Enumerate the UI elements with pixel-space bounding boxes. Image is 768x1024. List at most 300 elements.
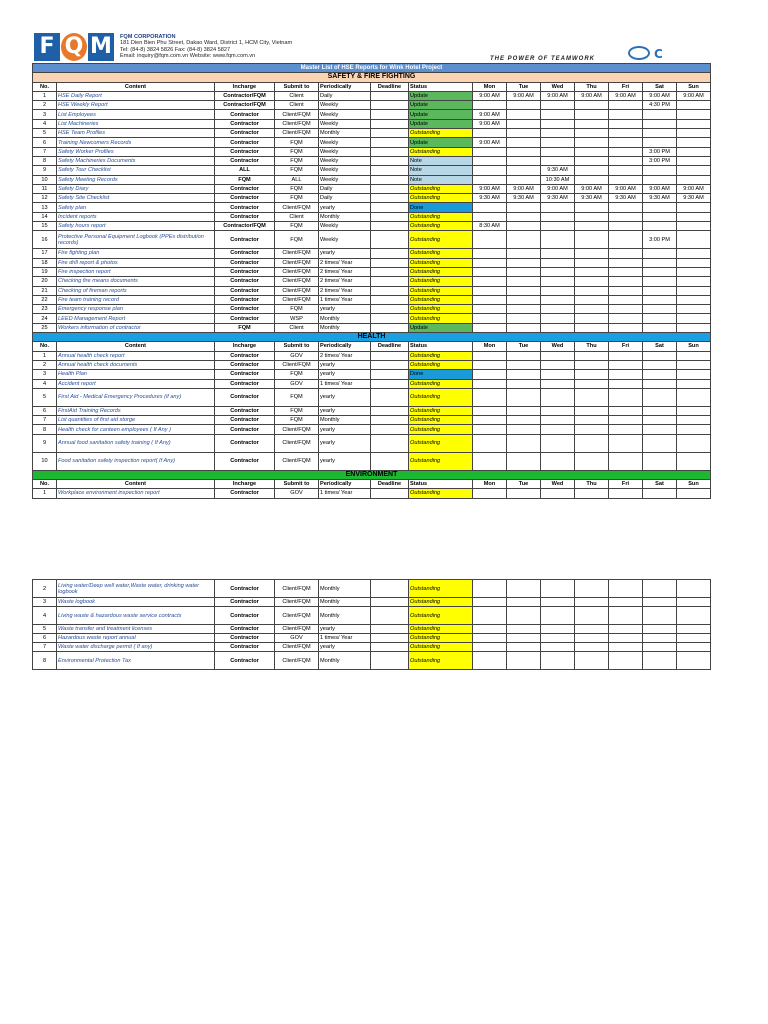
table-cell <box>609 101 643 110</box>
column-header: Fri <box>609 342 643 351</box>
table-cell <box>473 267 507 276</box>
table-cell: Client/FQM <box>275 295 319 304</box>
table-cell: yearly <box>319 452 371 470</box>
status-cell: Outstanding <box>409 314 473 323</box>
table-cell <box>507 110 541 119</box>
table-cell <box>541 110 575 119</box>
report-name: Hazardous waste report annual <box>57 634 215 643</box>
table-cell <box>541 101 575 110</box>
report-name: Safety plan <box>57 203 215 212</box>
table-cell <box>507 156 541 165</box>
table-cell <box>609 156 643 165</box>
status-cell: Outstanding <box>409 212 473 221</box>
table-cell: Contractor <box>215 286 275 295</box>
table-cell: Contractor <box>215 147 275 156</box>
table-cell <box>507 634 541 643</box>
table-cell <box>507 166 541 175</box>
table-cell <box>609 129 643 138</box>
table-cell: 3:00 PM <box>643 231 677 249</box>
table-cell: Monthly <box>319 129 371 138</box>
column-header: Mon <box>473 342 507 351</box>
table-cell: Client/FQM <box>275 652 319 670</box>
table-cell: 21 <box>33 286 57 295</box>
table-cell <box>677 406 711 415</box>
table-cell <box>541 277 575 286</box>
table-cell: 8 <box>33 425 57 434</box>
column-header: Status <box>409 342 473 351</box>
section-title: SAFETY & FIRE FIGHTING <box>33 73 711 82</box>
table-cell <box>575 222 609 231</box>
table-cell: yearly <box>319 406 371 415</box>
table-cell <box>609 351 643 360</box>
table-cell <box>575 175 609 184</box>
column-header: Mon <box>473 82 507 91</box>
table-cell: yearly <box>319 643 371 652</box>
table-cell: Contractor <box>215 370 275 379</box>
table-cell: Daily <box>319 91 371 100</box>
table-cell: 20 <box>33 277 57 286</box>
table-cell <box>609 452 643 470</box>
table-cell <box>575 156 609 165</box>
table-cell: 9 <box>33 434 57 452</box>
table-cell: Client <box>275 101 319 110</box>
table-cell: Monthly <box>319 323 371 332</box>
table-cell <box>507 580 541 598</box>
table-cell <box>609 416 643 425</box>
table-cell: 1 times/ Year <box>319 379 371 388</box>
table-cell <box>609 379 643 388</box>
status-cell: Outstanding <box>409 406 473 415</box>
table-cell <box>541 147 575 156</box>
status-cell: Outstanding <box>409 652 473 670</box>
table-cell <box>643 258 677 267</box>
table-cell <box>643 425 677 434</box>
table-cell <box>541 212 575 221</box>
report-name: Fire fighting plan <box>57 249 215 258</box>
table-cell: 9:00 AM <box>507 91 541 100</box>
table-cell <box>609 634 643 643</box>
status-cell: Done <box>409 203 473 212</box>
status-cell: Outstanding <box>409 379 473 388</box>
table-cell: 9:00 AM <box>643 184 677 193</box>
table-cell <box>677 351 711 360</box>
status-cell: Outstanding <box>409 360 473 369</box>
table-cell <box>575 147 609 156</box>
table-cell <box>507 138 541 147</box>
table-row <box>33 360 711 369</box>
column-header: Incharge <box>215 82 275 91</box>
column-header: Incharge <box>215 342 275 351</box>
table-cell: 6 <box>33 138 57 147</box>
table-cell <box>575 388 609 406</box>
table-cell <box>507 323 541 332</box>
table-cell <box>541 267 575 276</box>
table-cell: Contractor <box>215 249 275 258</box>
table-cell <box>677 267 711 276</box>
table-cell <box>371 184 409 193</box>
table-cell: Contractor <box>215 231 275 249</box>
table-row <box>33 194 711 203</box>
table-cell <box>371 101 409 110</box>
table-cell: 2 <box>33 580 57 598</box>
table-cell: Contractor <box>215 295 275 304</box>
table-cell <box>643 607 677 625</box>
table-cell: 9:00 AM <box>473 91 507 100</box>
table-cell <box>609 370 643 379</box>
table-cell <box>643 489 677 498</box>
column-header: Fri <box>609 82 643 91</box>
table-cell <box>473 156 507 165</box>
table-cell <box>473 258 507 267</box>
table-row <box>33 580 711 598</box>
table-title: Master List of HSE Reports for Wink Hotel Project <box>33 64 711 73</box>
table-cell <box>371 379 409 388</box>
table-cell <box>609 314 643 323</box>
table-cell: 7 <box>33 643 57 652</box>
table-cell: yearly <box>319 203 371 212</box>
table-cell <box>609 598 643 607</box>
table-cell <box>371 452 409 470</box>
table-cell <box>473 212 507 221</box>
column-header: Periodically <box>319 479 371 488</box>
table-cell <box>575 119 609 128</box>
table-cell: 1 <box>33 489 57 498</box>
table-cell <box>371 147 409 156</box>
status-cell: Outstanding <box>409 258 473 267</box>
table-cell <box>677 277 711 286</box>
status-cell: Outstanding <box>409 489 473 498</box>
table-cell: Client/FQM <box>275 203 319 212</box>
table-cell: 9:00 AM <box>575 184 609 193</box>
table-cell <box>507 147 541 156</box>
column-header: Sat <box>643 82 677 91</box>
status-cell: Outstanding <box>409 222 473 231</box>
column-header: No. <box>33 82 57 91</box>
table-cell <box>677 203 711 212</box>
section-title: ENVIRONMENT <box>33 470 711 479</box>
status-cell: Outstanding <box>409 452 473 470</box>
table-cell <box>541 489 575 498</box>
fqm-logo <box>34 33 116 61</box>
table-cell: Contractor/FQM <box>215 222 275 231</box>
table-cell <box>507 119 541 128</box>
table-cell <box>643 314 677 323</box>
table-cell <box>507 305 541 314</box>
table-row <box>33 91 711 100</box>
logo-letter: M <box>88 33 114 61</box>
table-cell <box>371 277 409 286</box>
table-cell: 2 <box>33 101 57 110</box>
table-cell <box>643 305 677 314</box>
status-cell: Update <box>409 101 473 110</box>
table-cell: 9:00 AM <box>643 91 677 100</box>
table-cell <box>541 388 575 406</box>
table-cell <box>371 286 409 295</box>
table-cell <box>541 286 575 295</box>
status-cell: Outstanding <box>409 643 473 652</box>
logo-letter: F <box>34 33 60 61</box>
table-cell <box>643 370 677 379</box>
table-cell <box>507 101 541 110</box>
status-cell: Update <box>409 138 473 147</box>
table-cell: Weekly <box>319 138 371 147</box>
table-cell <box>371 406 409 415</box>
report-name: Incident reports <box>57 212 215 221</box>
table-cell <box>643 388 677 406</box>
report-name: Health check for canteen employees ( If Any ) <box>57 425 215 434</box>
table-cell: Client/FQM <box>275 607 319 625</box>
table-cell <box>541 580 575 598</box>
table-cell <box>541 598 575 607</box>
table-cell <box>643 138 677 147</box>
table-cell <box>677 212 711 221</box>
table-cell: 25 <box>33 323 57 332</box>
table-cell <box>575 598 609 607</box>
table-cell: Monthly <box>319 598 371 607</box>
table-cell <box>507 370 541 379</box>
column-header: Tue <box>507 82 541 91</box>
table-cell <box>575 489 609 498</box>
report-name: Emergency response plan <box>57 305 215 314</box>
table-cell <box>541 360 575 369</box>
table-cell <box>677 129 711 138</box>
table-cell <box>541 231 575 249</box>
table-cell <box>473 231 507 249</box>
table-cell: Monthly <box>319 652 371 670</box>
report-name: Safety hours report <box>57 222 215 231</box>
table-cell <box>575 314 609 323</box>
table-cell <box>473 277 507 286</box>
table-cell <box>473 379 507 388</box>
table-cell <box>677 258 711 267</box>
report-name: HSE Team Profiles <box>57 129 215 138</box>
table-cell: Contractor/FQM <box>215 101 275 110</box>
table-cell: GOV <box>275 634 319 643</box>
table-cell <box>609 489 643 498</box>
table-cell: Contractor <box>215 425 275 434</box>
column-header: Periodically <box>319 82 371 91</box>
company-email: Email: inquiry@fqm.com.vn Website: www.fqm.com.vn <box>120 52 256 59</box>
table-cell <box>541 406 575 415</box>
column-header: Thu <box>575 342 609 351</box>
report-name: Annual food sanitation safety training ( If Any) <box>57 434 215 452</box>
table-cell: Client/FQM <box>275 452 319 470</box>
table-cell <box>541 351 575 360</box>
table-cell <box>371 222 409 231</box>
table-cell: 24 <box>33 314 57 323</box>
hse-master-table <box>32 63 711 499</box>
table-cell <box>609 166 643 175</box>
table-cell: 4 <box>33 607 57 625</box>
status-cell: Outstanding <box>409 147 473 156</box>
table-cell <box>541 249 575 258</box>
certification-logo-icon: C <box>628 42 672 62</box>
table-cell <box>473 203 507 212</box>
table-cell <box>677 379 711 388</box>
table-cell: 23 <box>33 305 57 314</box>
table-cell <box>541 634 575 643</box>
table-cell <box>371 360 409 369</box>
report-name: Workers information of contractor <box>57 323 215 332</box>
table-cell <box>473 416 507 425</box>
table-cell: Contractor <box>215 194 275 203</box>
table-cell <box>609 305 643 314</box>
column-header-row <box>33 82 711 91</box>
table-cell <box>541 323 575 332</box>
table-cell: 1 <box>33 351 57 360</box>
table-cell <box>507 406 541 415</box>
status-cell: Outstanding <box>409 598 473 607</box>
report-name: Living water/Deep well water,Waste water, drinking water logbook <box>57 580 215 598</box>
table-cell <box>473 652 507 670</box>
table-cell <box>507 643 541 652</box>
table-cell <box>371 305 409 314</box>
table-cell: Contractor <box>215 598 275 607</box>
table-cell <box>541 434 575 452</box>
table-row <box>33 379 711 388</box>
table-cell: ALL <box>215 166 275 175</box>
table-cell <box>643 175 677 184</box>
table-row <box>33 110 711 119</box>
table-cell: 19 <box>33 267 57 276</box>
table-cell: Contractor <box>215 625 275 634</box>
table-cell <box>541 625 575 634</box>
table-cell <box>609 231 643 249</box>
table-cell: 8 <box>33 156 57 165</box>
table-cell <box>541 425 575 434</box>
table-cell: 22 <box>33 295 57 304</box>
table-cell: FQM <box>215 175 275 184</box>
table-cell: FQM <box>275 416 319 425</box>
status-cell: Outstanding <box>409 634 473 643</box>
table-cell <box>609 147 643 156</box>
company-phone: Tel: (84-8) 3824 5826 Fax: (84-8) 3824 5827 <box>120 46 231 53</box>
table-cell <box>473 388 507 406</box>
column-header: Sun <box>677 342 711 351</box>
table-cell: FQM <box>275 222 319 231</box>
table-cell: FQM <box>275 388 319 406</box>
report-name: First Aid - Medical Emergency Procedures (if any) <box>57 388 215 406</box>
table-cell <box>371 634 409 643</box>
table-cell <box>371 119 409 128</box>
table-cell: 9:00 AM <box>473 184 507 193</box>
table-cell: Contractor <box>215 452 275 470</box>
table-cell: Daily <box>319 194 371 203</box>
table-cell <box>507 203 541 212</box>
table-cell <box>677 370 711 379</box>
table-cell: 9:30 AM <box>541 166 575 175</box>
column-header: Submit to <box>275 479 319 488</box>
table-cell <box>677 138 711 147</box>
status-cell: Outstanding <box>409 388 473 406</box>
table-cell: 16 <box>33 231 57 249</box>
table-cell <box>677 580 711 598</box>
table-cell <box>609 110 643 119</box>
table-cell <box>507 175 541 184</box>
column-header: Deadline <box>371 82 409 91</box>
table-row <box>33 175 711 184</box>
table-cell <box>507 652 541 670</box>
section-header <box>33 470 711 479</box>
company-info <box>120 34 292 59</box>
table-cell <box>541 652 575 670</box>
column-header: Deadline <box>371 479 409 488</box>
table-cell <box>677 598 711 607</box>
table-cell <box>575 360 609 369</box>
table-cell <box>371 351 409 360</box>
table-cell <box>609 360 643 369</box>
table-cell <box>677 166 711 175</box>
table-cell: Monthly <box>319 212 371 221</box>
table-cell <box>643 643 677 652</box>
table-cell <box>473 295 507 304</box>
table-row <box>33 323 711 332</box>
table-cell <box>643 212 677 221</box>
table-row <box>33 295 711 304</box>
table-cell: Contractor <box>215 580 275 598</box>
report-name: Food sanitation safety inspection report( If Any) <box>57 452 215 470</box>
table-cell: 12 <box>33 194 57 203</box>
table-cell <box>541 258 575 267</box>
table-row <box>33 231 711 249</box>
table-cell: GOV <box>275 351 319 360</box>
report-name: Protective Personal Equipment Logbook (PPEs distribution records) <box>57 231 215 249</box>
report-name: Waste logbook <box>57 598 215 607</box>
table-cell <box>473 598 507 607</box>
table-cell <box>507 416 541 425</box>
table-row <box>33 416 711 425</box>
table-cell <box>507 129 541 138</box>
table-cell <box>677 489 711 498</box>
table-cell: WSP <box>275 314 319 323</box>
table-cell: 9:00 AM <box>677 184 711 193</box>
table-cell <box>541 156 575 165</box>
table-cell <box>575 249 609 258</box>
table-cell: 9:00 AM <box>507 184 541 193</box>
table-cell <box>371 267 409 276</box>
report-name: Safety Meeting Records <box>57 175 215 184</box>
table-cell <box>609 267 643 276</box>
table-cell: Contractor <box>215 314 275 323</box>
table-cell <box>677 295 711 304</box>
report-name: Fire inspection report <box>57 267 215 276</box>
table-cell: 8:30 AM <box>473 222 507 231</box>
table-cell: 7 <box>33 416 57 425</box>
table-cell <box>609 119 643 128</box>
table-cell <box>677 652 711 670</box>
table-cell: Contractor <box>215 258 275 267</box>
table-cell: Contractor <box>215 643 275 652</box>
table-cell <box>677 634 711 643</box>
table-cell <box>541 314 575 323</box>
table-cell: 5 <box>33 388 57 406</box>
table-cell <box>541 129 575 138</box>
table-cell <box>541 416 575 425</box>
table-cell <box>643 323 677 332</box>
table-cell <box>473 286 507 295</box>
table-cell: 9:30 AM <box>677 194 711 203</box>
table-cell <box>609 388 643 406</box>
table-cell <box>541 138 575 147</box>
table-cell: FQM <box>275 156 319 165</box>
table-cell: Monthly <box>319 314 371 323</box>
table-cell: Contractor <box>215 634 275 643</box>
table-cell <box>575 231 609 249</box>
table-cell <box>371 129 409 138</box>
table-cell: 18 <box>33 258 57 267</box>
tagline: THE POWER OF TEAMWORK <box>490 56 595 62</box>
table-cell <box>371 625 409 634</box>
